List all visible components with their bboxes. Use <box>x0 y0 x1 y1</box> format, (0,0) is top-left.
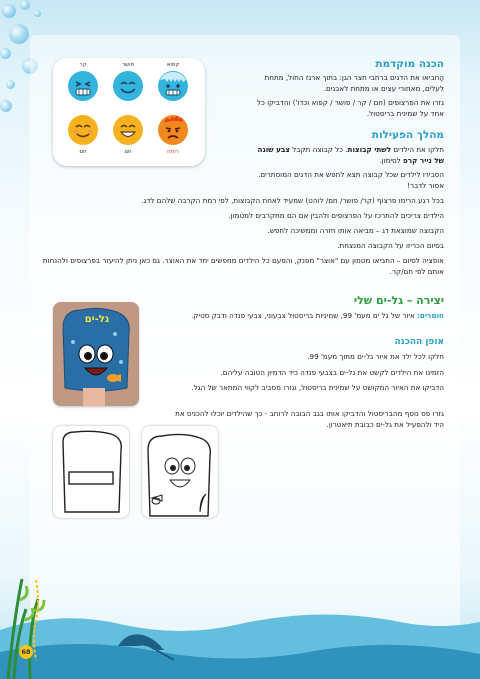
activity-paragraph-7: אופציה לסיום – החביאו מטמון עם "אוצר" מפנק, והפעם כל הילדים מחפשים יחד את האוצר. גם כאן ניתן להיעזר בפרצופים ולהנחות אותם לפי חם/קר. <box>42 256 444 276</box>
craft-step-2: הזמינו את הילדים לקשט את גל-ים בצבעי פנדה כיד הדמיון הטובה עליהם. <box>220 368 444 377</box>
craft-materials: חומרים: איור של גל ים מעמ' 99, שמיניות בריסטול צבעוני, צבעי פנדה ודבק סטיק. <box>191 311 444 320</box>
intro-paragraph-2: גזרו את הפרצופים (חם / קר / פושר / קפוא וכדו') והדביקו כל אחד על שמינית בריסטול. <box>256 98 444 118</box>
emoji-label-3: קפוא <box>166 62 180 68</box>
emoji-label-1: קר <box>79 62 87 68</box>
activity-paragraph-3: בכל רגע הרימו פרצוף (קר/ פושר/ חם/ לוהט) שמעיד לאחת הקבוצות, לפי רמת הקרבה שלהם לדג. <box>141 196 444 205</box>
frozen-face-icon <box>157 70 189 102</box>
warm-face-icon <box>67 114 99 146</box>
emoji-label-5: חם <box>124 149 132 155</box>
activity-paragraph-2: הסבירו לילדים שכל קבוצה תצא לחפש את הדגים המוסתרים. אסור לדבר! <box>258 170 444 190</box>
hot-face-icon <box>157 114 189 146</box>
emoji-label-2: פושר <box>122 62 134 68</box>
activity-paragraph-6: בסיום הכריזו על הקבוצה המנצחת. <box>337 241 444 250</box>
activity-title: מהלך הפעילות <box>371 129 444 141</box>
emoji-label-4: חם <box>79 149 87 155</box>
craft-method-title: אופן ההכנה <box>394 337 444 347</box>
puppet-title-text: גל-ים <box>84 314 110 325</box>
emoji-faces-card <box>53 58 205 166</box>
cool-face-icon <box>112 70 144 102</box>
puppet-photo <box>53 302 139 406</box>
sea-decoration <box>0 540 480 679</box>
craft-step-1: חלקו לכל ילד את איור גל-ים מתוך מעמ' 99. <box>307 352 444 361</box>
puppet-front-template <box>142 426 218 518</box>
intro-paragraph-1: הַחביאו את הדגים ברחבי חצר הגן: בתוך ארגז החול, מתחת לעלים, מאחורי עצים או מתחת לאבנים. <box>264 73 444 93</box>
happy-face-icon <box>112 114 144 146</box>
intro-title: הכנה מוקדמת <box>375 58 444 70</box>
craft-step-4: גזרו פס נוסף מהבריסטול והדביקו אותו בגב הבובה לרוחב - כך שהילדים יוכלו להכניס את היד ולהפעיל את גל-ים כבובת תיאטרון. <box>175 409 444 429</box>
activity-paragraph-5: הקבוצה שמוצאת דג – מביאה אותו חזרה וממשיכה לחפש. <box>267 226 444 235</box>
craft-title: יצירה – גל-ים שלי <box>353 294 444 307</box>
activity-paragraph-1: חלקו את הילדים לשתי קבוצות. כל קבוצה תקבל צבע שונה של נייר קרפ לסימון. <box>257 145 444 165</box>
emoji-label-6: רותח <box>167 149 179 155</box>
puppet-back-template <box>53 426 129 518</box>
craft-step-3: הדביקו את האיור המקושט על שמינית בריסטול, וגזרו מסביב לקווי המתאר של הגל. <box>191 383 444 392</box>
page-number: 68 <box>19 645 33 659</box>
cold-face-icon <box>67 70 99 102</box>
activity-paragraph-4: הילדים צריכים להתרכז על הפרצופים ולהבין אם הם מתקרבים למטמון. <box>228 211 444 220</box>
